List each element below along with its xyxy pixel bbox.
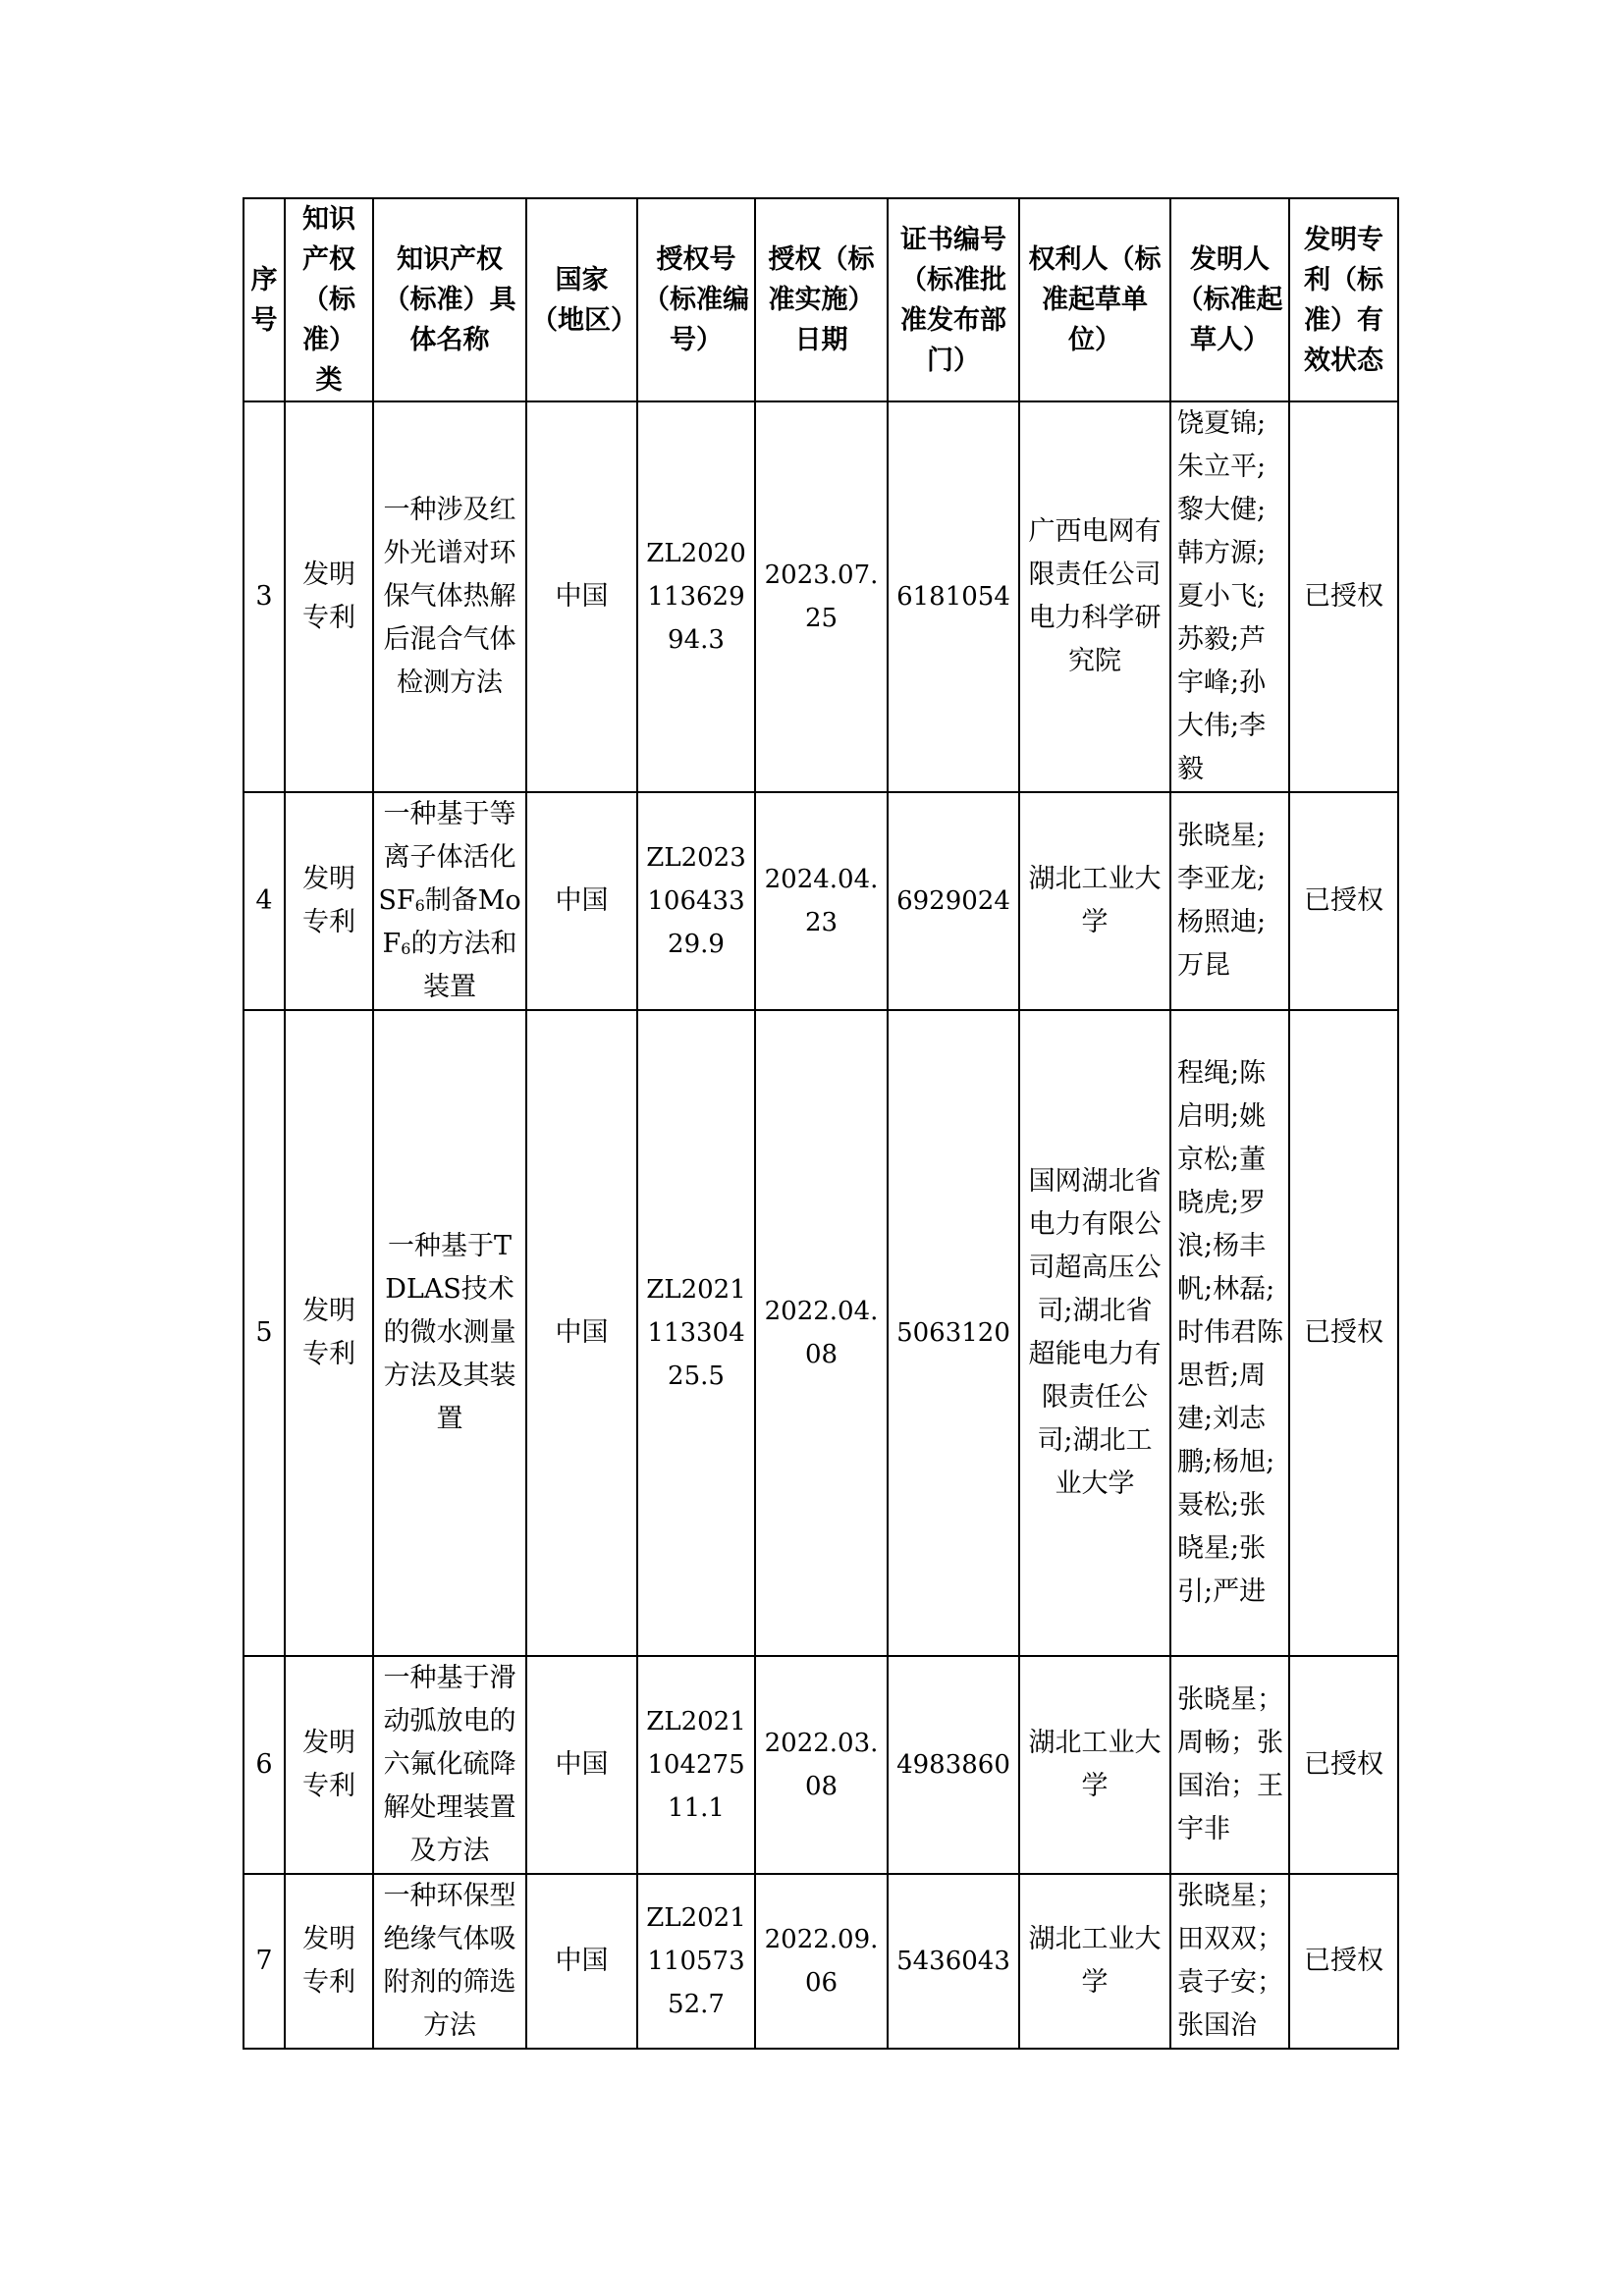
- row-name: 一种基于滑动弧放电的六氟化硫降解处理装置及方法: [373, 1656, 526, 1874]
- row-inventors: 程绳;陈启明;姚京松;董晓虎;罗浪;杨丰帆;林磊;时伟君陈思哲;周建;刘志鹏;杨旭;聂松;张晓星;张引;严进: [1170, 1010, 1289, 1656]
- row-type: 发明专利: [285, 1010, 373, 1656]
- row-name: 一种基于TDLAS技术的微水测量方法及其装置: [373, 1010, 526, 1656]
- row-date: 2022.09.06: [755, 1874, 888, 2049]
- header-cell-date: 授权（标准实施）日期: [755, 198, 888, 401]
- table-row: [244, 1010, 1398, 1656]
- header-cell-no: 序号: [244, 198, 285, 401]
- row-inventors: 张晓星；周畅；张国治；王宇非: [1170, 1656, 1289, 1874]
- row-grant-no: ZL202111057352.7: [637, 1874, 755, 2049]
- row-date: 2023.07.25: [755, 401, 888, 792]
- subscript-six: 6: [414, 896, 425, 915]
- row-holder: 国网湖北省电力有限公司超高压公司;湖北省超能电力有限责任公司;湖北工业大学: [1019, 1010, 1170, 1656]
- row-country: 中国: [526, 1874, 637, 2049]
- row-country: 中国: [526, 1010, 637, 1656]
- row-status: 已授权: [1289, 1874, 1398, 2049]
- row-country: 中国: [526, 792, 637, 1010]
- row-status: 已授权: [1289, 1010, 1398, 1656]
- row-inventors: 张晓星;李亚龙;杨照迪;万昆: [1170, 792, 1289, 1010]
- row-no: 5: [244, 1010, 285, 1656]
- row-date: 2022.03.08: [755, 1656, 888, 1874]
- row-status: 已授权: [1289, 1656, 1398, 1874]
- subscript-six: 6: [401, 939, 411, 958]
- row-type: 发明专利: [285, 1656, 373, 1874]
- row-date: 2022.04.08: [755, 1010, 888, 1656]
- header-cell-cert: 证书编号（标准批准发布部门）: [888, 198, 1019, 401]
- name-text: 一种基于等离子体活化SF: [378, 799, 516, 916]
- row-status: 已授权: [1289, 792, 1398, 1010]
- table-row: [244, 1874, 1398, 2049]
- header-cell-holder: 权利人（标准起草单位）: [1019, 198, 1170, 401]
- row-country: 中国: [526, 1656, 637, 1874]
- table-row: [244, 401, 1398, 792]
- row-no: 6: [244, 1656, 285, 1874]
- row-status: 已授权: [1289, 401, 1398, 792]
- header-cell-type: 知识产权（标准）类: [285, 198, 373, 401]
- row-inventors: 张晓星；田双双；袁子安；张国治: [1170, 1874, 1289, 2049]
- row-no: 7: [244, 1874, 285, 2049]
- row-cert: 6181054: [888, 401, 1019, 792]
- row-grant-no: ZL202111330425.5: [637, 1010, 755, 1656]
- row-name: 一种涉及红外光谱对环保气体热解后混合气体检测方法: [373, 401, 526, 792]
- row-grant-no: ZL202011362994.3: [637, 401, 755, 792]
- row-cert: 6929024: [888, 792, 1019, 1010]
- row-holder: 广西电网有限责任公司电力科学研究院: [1019, 401, 1170, 792]
- table-row: [244, 792, 1398, 1010]
- header-cell-status: 发明专利（标准）有效状态: [1289, 198, 1398, 401]
- row-cert: 5436043: [888, 1874, 1019, 2049]
- patent-table: [243, 197, 1399, 2050]
- header-cell-country: 国家（地区）: [526, 198, 637, 401]
- row-type: 发明专利: [285, 792, 373, 1010]
- row-no: 4: [244, 792, 285, 1010]
- name-text: 制备MoF: [382, 885, 521, 959]
- header-cell-inventors: 发明人（标准起草人）: [1170, 198, 1289, 401]
- row-type: 发明专利: [285, 401, 373, 792]
- row-holder: 湖北工业大学: [1019, 1656, 1170, 1874]
- header-cell-name: 知识产权（标准）具体名称: [373, 198, 526, 401]
- row-cert: 4983860: [888, 1656, 1019, 1874]
- row-type: 发明专利: [285, 1874, 373, 2049]
- header-cell-grant-no: 授权号（标准编号）: [637, 198, 755, 401]
- row-grant-no: ZL202310643329.9: [637, 792, 755, 1010]
- name-text: 的方法和装置: [410, 929, 517, 1002]
- row-country: 中国: [526, 401, 637, 792]
- row-holder: 湖北工业大学: [1019, 1874, 1170, 2049]
- row-inventors: 饶夏锦;朱立平;黎大健;韩方源;夏小飞;苏毅;芦宇峰;孙大伟;李毅: [1170, 401, 1289, 792]
- row-grant-no: ZL202110427511.1: [637, 1656, 755, 1874]
- row-name: 一种环保型绝缘气体吸附剂的筛选方法: [373, 1874, 526, 2049]
- row-cert: 5063120: [888, 1010, 1019, 1656]
- row-no: 3: [244, 401, 285, 792]
- row-date: 2024.04.23: [755, 792, 888, 1010]
- row-name: [373, 792, 526, 1010]
- header-row: [244, 198, 1398, 401]
- table-row: [244, 1656, 1398, 1874]
- row-holder: 湖北工业大学: [1019, 792, 1170, 1010]
